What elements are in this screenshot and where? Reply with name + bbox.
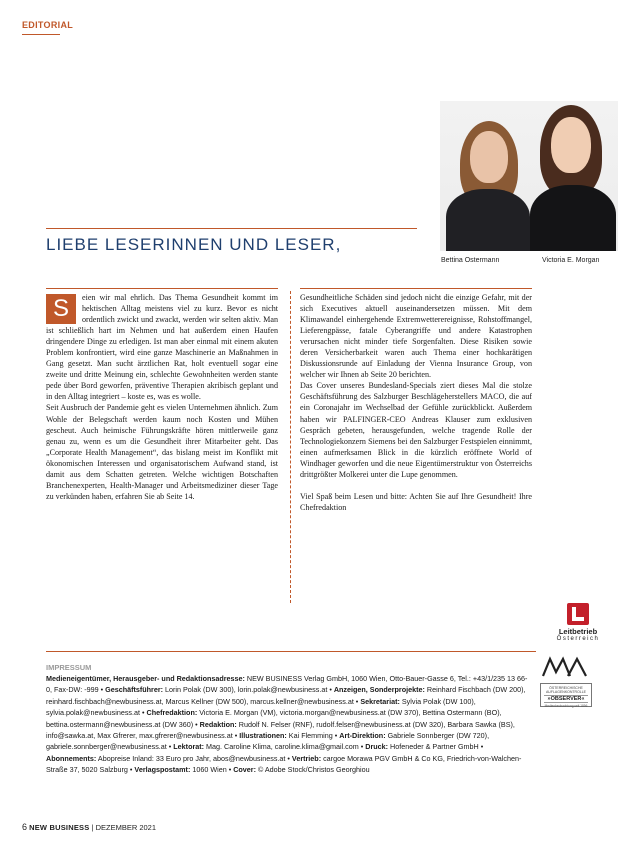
observer-logo: ÖSTERREICHISCHE AUFLAGENKONTROLLE »OBSERVER« Medienbeobachtung seit 1896 <box>540 683 592 707</box>
footer-brand: NEW BUSINESS <box>29 823 90 832</box>
leitbetrieb-mark-icon <box>567 603 589 625</box>
dropcap: S <box>46 294 76 324</box>
page-title: LIEBE LESERINNEN UND LESER, <box>46 235 342 254</box>
paragraph: eien wir mal ehrlich. Das Thema Gesundheit kommt im hektischen Alltag meistens viel zu kurz. Bevor es nicht ordentlich zwickt und zwackt, werden wir selten aktiv. Man ist schließlich hart im Nehmen und hat außerdem einen Haufen dringendere Dinge zu erledigen. Ist man aber einmal mit einem akuten Problem konfrontiert, wird eine ganze Maschinerie an Maßnahmen in Gang gesetzt. Man sucht ärztlichen Rat, holt eventuell sogar eine zweite und dritte Meinung ein, schlechte Gewohnheiten werden stante pede über Bord geworfen, präventive Therapien akribisch geplant und in den Alltag integriert – koste es, was es wolle. <box>46 293 278 402</box>
footer-date: DEZEMBER 2021 <box>95 823 157 832</box>
media-analyse-logo <box>541 656 591 678</box>
caption-left: Bettina Ostermann <box>441 257 500 264</box>
section-label: EDITORIAL <box>22 20 74 30</box>
column-rule-right <box>300 288 532 289</box>
impressum-title: IMPRESSUM <box>46 663 92 672</box>
impressum-rule <box>46 651 536 652</box>
page-footer <box>22 822 156 832</box>
editors-photo <box>440 101 618 251</box>
paragraph: Gesundheitliche Schäden sind jedoch nicht die einzige Gefahr, mit der sich Executives aktuell auseinandersetzen müssen. Mit dem Klimawandel einhergehende Extremwetterereignisse, Rohstoffmangel, Lieferengpässe, fatale Cyberangriffe und andere Katastrophen verursachen nicht minder tiefe Sorgenfalten. Diese Risiken sowie deren Versicherbarkeit waren auch Thema einer hochkarätigen Diskussionsrunde auf Einladung der Vienna Insurance Group, von welcher wir Ihnen ab Seite 20 berichten. <box>300 293 532 380</box>
leitbetrieb-logo: Leitbetrieb Österreich <box>538 603 618 642</box>
column-rule-left <box>46 288 278 289</box>
person-left <box>442 101 532 251</box>
section-rule <box>22 34 60 35</box>
column-divider <box>290 291 291 603</box>
caption-right: Victoria E. Morgan <box>542 257 600 264</box>
impressum-text: Medieneigentümer, Herausgeber- und Redaktionsadresse: NEW BUSINESS Verlag GmbH, 1060 Wien, Otto-Bauer-Gasse 6, Tel.: +43/1/235 13 66-0, Fax-DW: -999 • Geschäftsführer: Lorin Polak (DW 300), lorin.polak@newbusiness.at • Anzeigen, Sonderprojekte: Reinhard Fischbach (DW 200), reinhard.fischbach@newbusiness.at, Marcus Kellner (DW 500), marcus.kellner@newbusiness.at • Sekretariat: Sylvia Polak (DW 100), sylvia.polak@newbusiness.at • Chefredaktion: Victoria E. Morgan (VM), victoria.morgan@newbusiness.at (DW 370), Bettina Ostermann (BO), bettina.ostermann@newbusiness.at (DW 360) • Redaktion: Rudolf N. Felser (RNF), rudolf.felser@newbusiness.at (DW 320), Barbara Sawka (BS), info@sawka.at, Max Gfrerer, max.gfrerer@newbusiness.at • Illustrationen: Kai Flemming • Art-Direktion: Gabriele Sonnberger (DW 720), gabriele.sonnberger@newbusiness.at • Lektorat: Mag. Caroline Klima, caroline.klima@gmail.com • Druck: Hofeneder & Partner GmbH • Abonnements: Abopreise Inland: 33 Euro pro Jahr, abos@newbusiness.at • Vertrieb: cargoe Morawa PGV GmbH & Co KG, Friedrich-von-Walchen-Straße 37, 5020 Salzburg • Verlagspostamt: 1060 Wien • Cover: © Adobe Stock/Christos Georghiou <box>46 674 528 775</box>
sign-off: Viel Spaß beim Lesen und bitte: Achten Sie auf Ihre Gesundheit! Ihre Chefredaktion <box>300 491 532 512</box>
article-column-2 <box>300 292 532 513</box>
footer-separator: | <box>91 823 94 832</box>
person-right <box>526 101 618 251</box>
paragraph: Seit Ausbruch der Pandemie geht es vielen Unternehmen ähnlich. Zum Wohle der Belegschaft werden kaum noch Kosten und Mühen gescheut. Auch heimische Führungskräfte hören mittlerweile ganz genau zu, wenn es um die Gesundheit ihrer Mitarbeiter geht. Das „Corporate Health Management“, das bislang meist im Konflikt mit ökonomischen Interessen und organisatorischem Aufwand stand, ist damit aus dem Schatten getreten. Welche wichtigen Botschaften Branchenexperten, Health-Manager und Arbeitsmediziner dieser Tage zu verkünden haben, erfahren Sie ab Seite 14. <box>46 403 278 501</box>
page-number: 6 <box>22 822 28 832</box>
headline-rule <box>46 228 417 229</box>
article-column-1 <box>46 292 278 502</box>
paragraph: Das Cover unseres Bundesland-Specials ziert dieses Mal die stolze Geschäftsführung des Salzburger Beschlägeherstellers MACO, die auf ein Coronajahr im Wechselbad der Gefühle zurückblickt. Außerdem haben wir PALFINGER-CEO Andreas Klauser zum exklusiven Gespräch gebeten, herausgefunden, welche tragende Rolle der Technologiekonzern Siemens bei den Salzburger Festspielen einnimmt, einen aufmerksamen Blick in die kürzlich eröffnete World of Windhager geworfen und die neue Eigentümerstruktur von Österreichs drittgrößter Molkerei unter die Lupe genommen. <box>300 381 532 479</box>
